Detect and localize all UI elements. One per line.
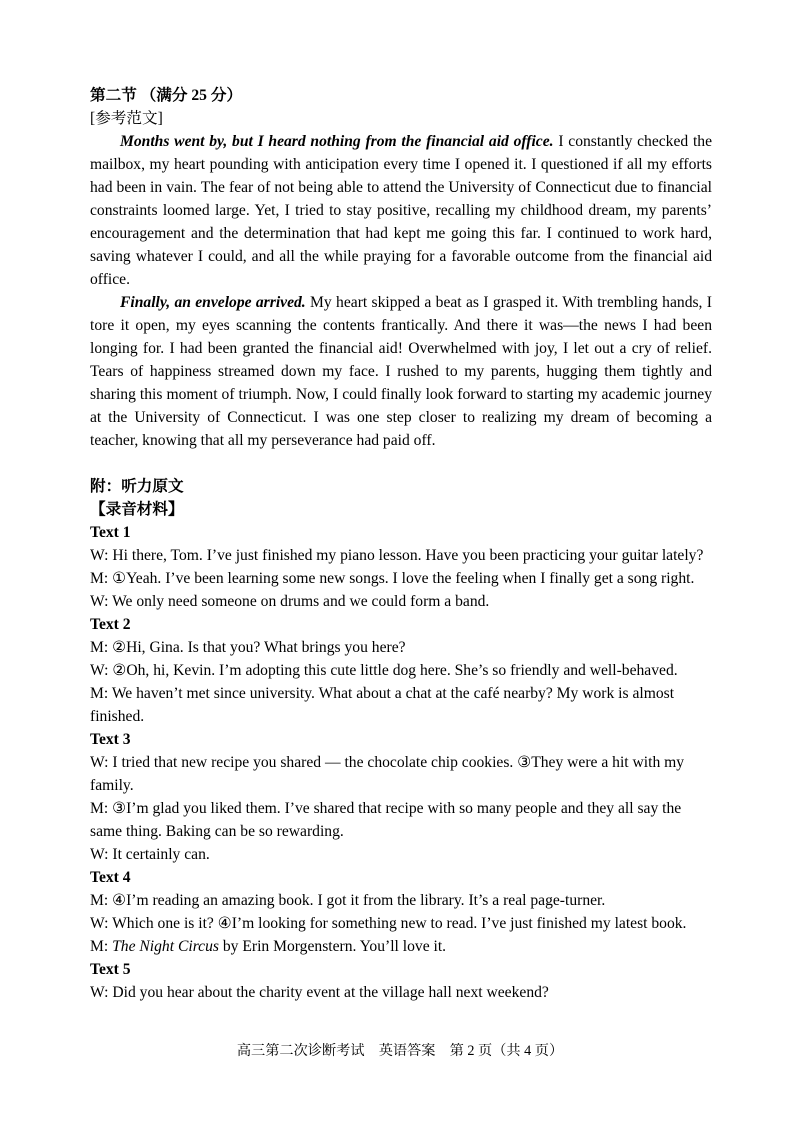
section-heading: 第二节 （满分 25 分） [90, 87, 243, 104]
dialogue-line [90, 751, 712, 797]
listening-scripts [90, 521, 712, 1004]
dialogue-segment-italic: The Night Circus [112, 938, 219, 955]
page-content [90, 84, 712, 1004]
dialogue-line [90, 912, 712, 935]
dialogue-line [90, 659, 712, 682]
dialogue-segment: W: Which one is it? ④I’m looking for something new to read. I’ve just finished my latest book. [90, 915, 687, 932]
text-title: Text 5 [90, 961, 131, 978]
essay-body-2: My heart skipped a beat as I grasped it. With trembling hands, I tore it open, my eyes scanning the contents frantically. And there it was—the news I had been longing for. I had been granted the financial aid! Overwhelmed with joy, I let out a cry of relief. Tears of happiness streamed down my face. I rushed to my parents, hugging them tightly and sharing this moment of triumph. Now, I could finally look forward to starting my academic journey at the University of Connecticut. I was one step closer to realizing my dream of becoming a teacher, knowing that all my perseverance had paid off. [90, 294, 712, 449]
dialogue-line [90, 636, 712, 659]
text-title: Text 1 [90, 524, 131, 541]
text-title: Text 4 [90, 869, 131, 886]
dialogue-segment: W: Hi there, Tom. I’ve just finished my piano lesson. Have you been practicing your guitar lately? [90, 547, 704, 564]
dialogue-line [90, 981, 712, 1004]
appendix-heading: 附：听力原文 [90, 478, 184, 495]
dialogue-line [90, 682, 712, 728]
dialogue-segment: W: We only need someone on drums and we could form a band. [90, 593, 490, 610]
dialogue-segment: W: It certainly can. [90, 846, 210, 863]
dialogue-line [90, 843, 712, 866]
dialogue-segment: M: [90, 938, 113, 955]
text-title: Text 3 [90, 731, 131, 748]
dialogue-line [90, 590, 712, 613]
sample-essay-label: [参考范文] [90, 110, 163, 127]
essay-paragraph-1 [90, 130, 712, 291]
dialogue-line [90, 889, 712, 912]
essay-paragraph-2 [90, 291, 712, 452]
page-footer: 高三第二次诊断考试 英语答案 第 2 页（共 4 页） [236, 1043, 564, 1059]
dialogue-segment: M: ①Yeah. I’ve been learning some new songs. I love the feeling when I finally get a song right. [90, 570, 695, 587]
dialogue-segment: W: ②Oh, hi, Kevin. I’m adopting this cute little dog here. She’s so friendly and well-behaved. [90, 662, 678, 679]
recording-material-heading: 【录音材料】 [90, 501, 184, 518]
dialogue-line [90, 544, 712, 567]
dialogue-segment: M: ③I’m glad you liked them. I’ve shared that recipe with so many people and they all say the same thing. Baking can be so rewarding. [90, 800, 682, 840]
dialogue-segment: W: I tried that new recipe you shared — the chocolate chip cookies. ③They were a hit with my family. [90, 754, 685, 794]
essay-lead-sentence-1: Months went by, but I heard nothing from the financial aid office. [120, 133, 554, 150]
essay-lead-sentence-2: Finally, an envelope arrived. [120, 294, 306, 311]
dialogue-segment: W: Did you hear about the charity event at the village hall next weekend? [90, 984, 549, 1001]
dialogue-segment: by Erin Morgenstern. You’ll love it. [218, 938, 447, 955]
text-title: Text 2 [90, 616, 131, 633]
dialogue-segment: M: ②Hi, Gina. Is that you? What brings you here? [90, 639, 406, 656]
dialogue-line [90, 797, 712, 843]
essay-body-1: I constantly checked the mailbox, my heart pounding with anticipation every time I opened it. I questioned if all my efforts had been in vain. The fear of not being able to attend the University of Connecticut due to financial constraints loomed large. Yet, I tried to stay positive, recalling my childhood dream, my parents’ encouragement and the determination that had kept me going this far. I continued to work hard, saving whatever I could, and all the while praying for a favorable outcome from the financial aid office. [90, 133, 713, 288]
dialogue-line [90, 567, 712, 590]
dialogue-line [90, 935, 712, 958]
dialogue-segment: M: ④I’m reading an amazing book. I got it from the library. It’s a real page-turner. [90, 892, 606, 909]
dialogue-segment: M: We haven’t met since university. What about a chat at the café nearby? My work is almost finished. [90, 685, 675, 725]
